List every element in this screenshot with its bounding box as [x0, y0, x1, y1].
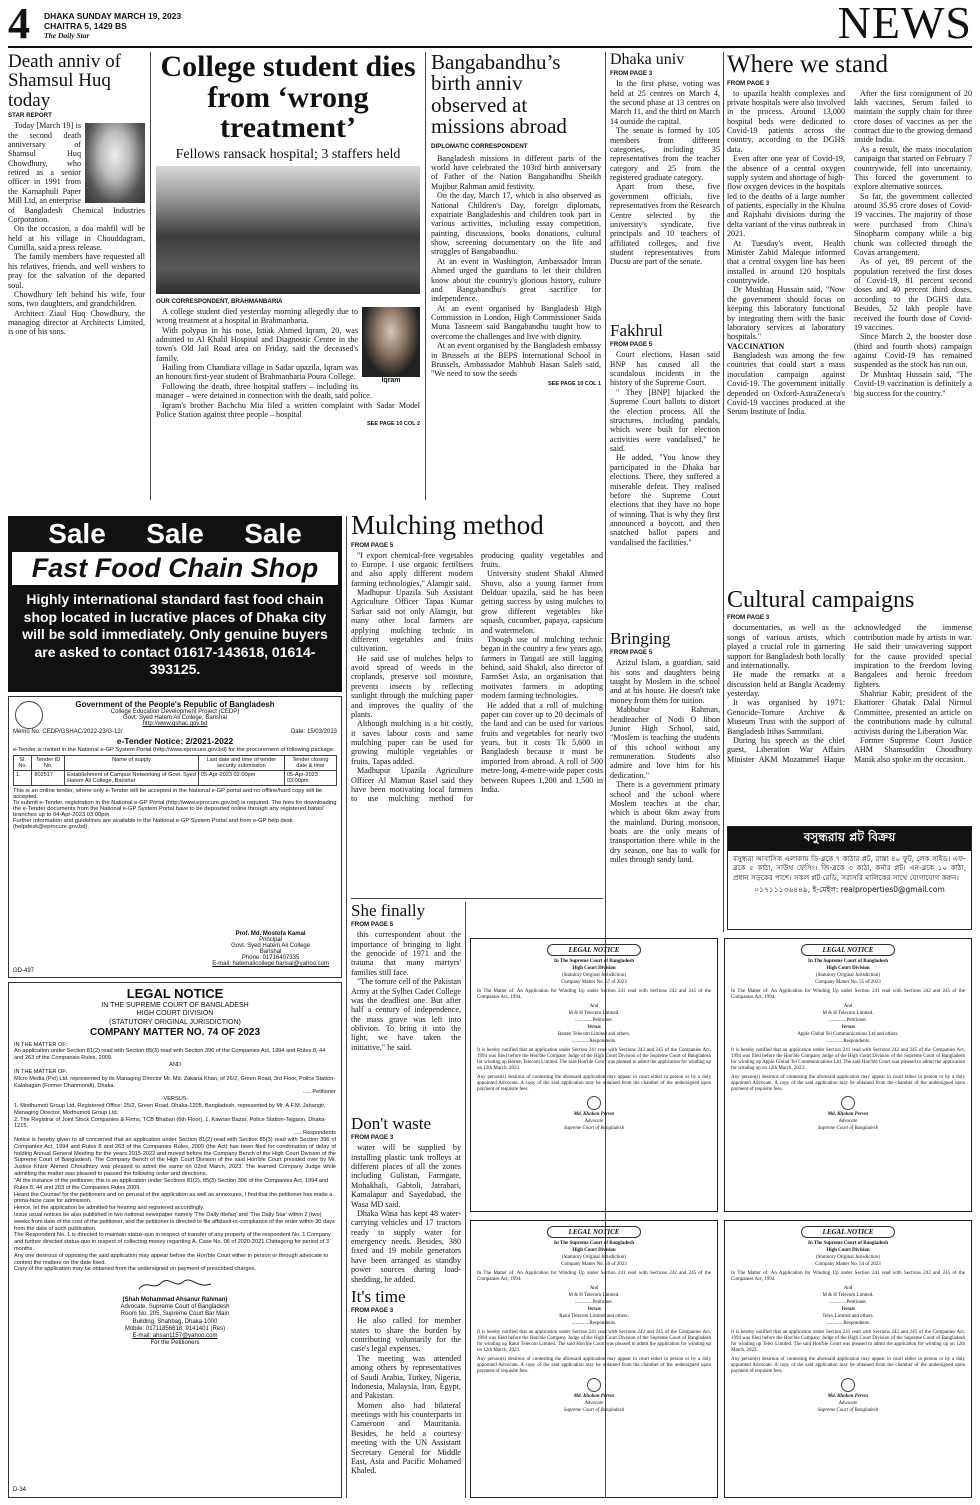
text: And — [843, 1004, 853, 1010]
cell: Establishment of Campus Networking of Govt. Syed Hatem Ali College, Barishal — [65, 771, 199, 786]
division: High Court Division — [572, 966, 616, 972]
notice-title: e-Tender Notice: 2/2021-2022 — [116, 736, 234, 746]
headline: Death anniv of Shamsul Huq today — [8, 52, 121, 111]
court: In The Supreme Court of Bangladesh — [808, 1241, 888, 1247]
article-where-we-stand — [727, 52, 972, 582]
ad-bangla-plot-sale — [727, 826, 972, 930]
from-page: FROM PAGE 5 — [610, 341, 653, 349]
sig-name: Md. Khokon Pervez — [573, 1112, 615, 1118]
from-page: FROM PAGE 3 — [727, 614, 770, 622]
column-rule — [425, 52, 426, 500]
masthead — [8, 6, 972, 46]
text: Telex Limited and others. — [822, 1314, 874, 1320]
article-dhaka-univ — [610, 52, 720, 320]
foot-1: This is an online tender, where only e-Tender will be accepted in the National e-GP portal and no offline/hard copy will be accepted. — [13, 788, 323, 800]
headline: She finally — [351, 902, 426, 920]
advocate-seal-icon — [841, 1096, 855, 1110]
text: It is hereby notified that an application under Section 241 read with Sections 242 and 245 of the Companies Act, 1994 was filed before the Hon'ble Company Judge of the High Court Division of the Supreme Court of Bangladesh for winding up Telex Limited. The said Hon'ble Court was pleased to admit the application for winding up on 12th March, 2023. — [731, 1330, 965, 1354]
text: In The Matter of: An Application for Winding Up under Section 241 read with Sections 242 and 245 of the Companies Act, 1994. — [477, 1271, 711, 1283]
court: In The Supreme Court of Bangladesh — [554, 1241, 634, 1247]
from-page: FROM PAGE 5 — [351, 541, 394, 549]
text: Versus — [587, 1307, 601, 1313]
bangla-date: CHAITRA 5, 1429 BS — [44, 21, 127, 31]
from-page: FROM PAGE 5 — [610, 649, 653, 657]
text: Apple Global Tel Communications Ltd and others. — [797, 1032, 899, 1038]
sig-line: Building, Shahbag, Dhaka-1000 — [132, 1318, 218, 1325]
article-body: Today [March 19] is the second death anniversary of Shamsul Huq Chowdhury, who retired as a senior officer in 1991 from the Karnaphuli Paper Mill Ltd, an enterprise of Bangladesh Chemical Industries Corporation. On the occasion, a doa mahfil will be held at his village in Chouddagram, Cumilla, said a press release. The family members have requested all his relatives, friends, and well wishers to pray for the salvation of the departed soul. Chowdhury left behind his wife, four sons, two daughters, and grandchildren. Architect Ziaul Huq Chowdhury, the managing director at Architects Limited, is one of his sons. — [8, 121, 145, 337]
memo-row — [13, 729, 337, 735]
cell: 05-Apr-2023 03:00pm — [284, 771, 336, 786]
from-page: FROM PAGE 3 — [351, 1134, 394, 1142]
headline: Don't waste — [351, 1115, 432, 1133]
ad-body: Highly international standard fast food chain shop located in lucrative places of Dhaka city will be sold immediately. Only genuine buyers are asked to contact 01617-143618, 01614-393125. — [22, 591, 328, 677]
website[interactable]: http://www.gshac.gov.bd — [142, 721, 208, 727]
sig-line: Advocate — [838, 1119, 858, 1125]
headline: Where we stand — [727, 52, 889, 78]
signature-scribble — [135, 1277, 215, 1293]
text: ..............Petitioner. — [575, 1018, 613, 1024]
text: The Respondent No. 1 is directed to maintain status-quo in respect of transfer of any property of the respondent No. 1 Company and further directed status-quo in respect of collecting money regarding A. Case No. 06 of 2020-2021 Chittagong for period of 3 months. — [14, 1232, 331, 1253]
section-rule — [351, 898, 603, 899]
headline: Bringing — [610, 630, 671, 648]
text: ..... Respondents — [293, 1130, 336, 1137]
legal-notice-57 — [470, 938, 718, 1212]
legal-notice-55 — [724, 938, 972, 1212]
continued-link[interactable]: SEE PAGE 10 COL 2 — [367, 421, 420, 428]
ad-title: Fast Food Chain Shop — [12, 552, 338, 585]
sig-line: For the Petitioners — [150, 1340, 200, 1347]
sig-line: Supreme Court of Bangladesh — [563, 1126, 625, 1132]
text: ..............Respondents. — [825, 1321, 871, 1327]
text: And — [589, 1004, 599, 1010]
col-header: Tender closing date & time — [284, 756, 336, 771]
article-fakhrul — [610, 322, 720, 630]
sig-title: Principal — [259, 937, 283, 943]
text: Heard the Counsel for the petitioners and on perusal of the application as well as annexures, I find that the petitioner has made a prima-facie case for admission. — [14, 1191, 333, 1205]
iqram-portrait — [362, 307, 420, 377]
sale-row — [8, 516, 342, 550]
article-body: Court elections, Hasan said BNP has caused all the scandalous incidents in the history of the Supreme Court. " They [BNP] hijacked the Supreme Court ballots to distort the election process. All the structures, including pandals, which were built for election activities were vandalised," he said. He added, "You know they participated in the Dhaka bar elections. There, they suffered a miserable defeat. They realised before the Supreme Court elections that they have no hope of winning. That is why they first announced a boycott, and then snatched ballot papers and vandalised the facilities." — [610, 350, 720, 547]
text: -VERSUS- — [161, 1096, 189, 1103]
text: Versus — [587, 1025, 601, 1031]
sig-line: Advocate, Supreme Court of Bangladesh — [120, 1303, 230, 1310]
ad-title: বসুন্ধরায় প্লট বিক্রয় — [728, 827, 971, 851]
text: ..............Petitioner. — [829, 1018, 867, 1024]
tender-table — [13, 755, 337, 786]
sig-line: Room No. 205, Supreme Court Bar Main — [120, 1311, 230, 1318]
sig-name: Md. Khokon Pervez — [573, 1394, 615, 1400]
court: In The Supreme Court of Bangladesh — [808, 959, 888, 965]
cell: 802517 — [32, 771, 65, 786]
from-page: FROM PAGE 5 — [351, 921, 394, 929]
foot-2: To submit e-Tender, registration in the National e-GP Portal (http://www.eprocure.gov.bd) is required. The fees for downloading the e-Tender documents from the National e-GP System Portal have to be deposited online through any registered banks' branches up to 04-Apr-2023 03:00pm. — [13, 800, 337, 818]
article-body: He also called for member states to share the burden by contributing voluntarily for the case's legal expenses. The meeting was attended among others by representatives of Saudi Arabia, Turkey, Nigeria, Indonesia, Malaysia, Iran, Egypt, and Pakistan. Momen also had bilateral meetings with his counterparts in Cameroon and Mauritania. Besides, he held a courtesy meeting with the UN Assistant Secretary General for Middle East, Asia and Pacific Mohamed Khaled. — [351, 1316, 461, 1476]
headline: It's time — [351, 1288, 406, 1306]
article-body: Bangladesh missions in different parts of the world have celebrated the 103rd birth anniversary of Father of the Nation Bangabandhu Sheikh Mujibur Rahman amid festivity. On the day, March 17, which is also observed as National Children's Day, foreign diplomats, expatriate Bangladeshis and children took part in various activities, including essay competition, painting, discussions, books donations, cultural show, screening documentary on the life and struggles of Bangabandhu. At an event in Washington, Ambassador Imran Ahmed urged the guardians to let their children know about the country's glorious history, culture and Bangabandhu's great sacrifice for independence. At an event organised by Bangladesh High Commission in London, High Commissioner Saida Muna Tasneem said Bangabandhu taught how to overcome the challenges and live with dignity. At an event organised by the Bangladesh embassy in Brussels at the BEPS International School in Brussels, Ambassador Mahbub Hasan Saleh said, "We need to sow the seeds — [431, 153, 601, 379]
memo-no: Memo No. CEDP/GSHAC/2022-23/G-12/ — [13, 729, 123, 735]
article-body: water will be supplied by installing plastic tank trolleys at different places of all the zones including Gulistan, Farmgate, Mohakhali, Gabtoli, Jatrabari, Kamalapur and Sayedabad, the Wasa MD said. Dhaka Wasa has kept 48 water-carrying vehicles and 17 tractors ready to supply water for emergency needs. Besides, 380 fixed and 19 mobile generators have been arranged as standby power sources during load-shedding, he added. — [351, 1143, 461, 1284]
invite-text: e-Tender is invited in the National e-GP System Portal (http://www.eprocure.gov.bd) for the procurement of following package: — [13, 747, 335, 753]
legal-notice-company-matter — [8, 982, 342, 1498]
table-row — [14, 771, 337, 786]
text: In The Matter of: An Application for Winding Up under Section 241 read with Sections 242 and 245 of the Companies Act, 1994. — [731, 989, 965, 1001]
masthead-rule — [8, 46, 972, 48]
sig-line: Advocate — [584, 1401, 604, 1407]
matter-no: Company Matter No. 54 of 2023 — [815, 1262, 881, 1268]
text: M & H Telecom Limited. — [568, 1293, 620, 1299]
sig-line: Advocate — [838, 1401, 858, 1407]
text: IN THE MATTER OF: — [14, 1068, 68, 1075]
text: M & H Telecom Limited. — [822, 1293, 874, 1299]
continued-link[interactable]: SEE PAGE 10 COL 1 — [548, 380, 601, 387]
from-page: FROM PAGE 3 — [727, 79, 770, 87]
legal-notice-56 — [470, 1220, 718, 1498]
advocate-seal-icon — [841, 1378, 855, 1392]
sig-line: Mobile: 01711856618, 9141401 (Res) — [124, 1325, 226, 1332]
ad-code: D-34 — [13, 1486, 27, 1493]
sig-email[interactable]: E-mail: hatemalicollege.barisal@yahoo.com — [212, 961, 329, 967]
column-rule — [723, 52, 724, 932]
text: In The Matter of: An Application for Winding Up under Section 241 read with Sections 242 and 245 of the Companies Act, 1994. — [477, 989, 711, 1001]
text: Ratul Telecom Limited and others. — [559, 1314, 629, 1320]
text: It is hereby notified that an application under Section 241 read with Sections 242 and 245 of the Companies Act, 1994 was filed before the Hon'ble Company Judge of the High Court Division of the Supreme Court of Bangladesh for winding up Apple Global Tel Communications Ltd. The said Hon'ble Court was pleased to admit the application for winding up on 12th March, 2023. — [731, 1048, 965, 1072]
legal-notice-54 — [724, 1220, 972, 1498]
byline: OUR CORRESPONDENT, BRAHMANBARIA — [156, 297, 283, 305]
article-mulching — [351, 512, 603, 897]
article-body: to upazila health complexes and private hospitals were also involved in the process. Around 13,000 hospital beds were dedicated to Covid-19 patients across the country, according to the DGHS data. Even after one year of Covid-19, the absence of a central oxygen supply system and shortage of high-flow oxygen devices in the hospitals led to the deaths of a large number of patients, especially in the Khulna and Rajshahi divisions during the delta variant of the virus outbreak in 2021. At Tuesday's event, Health Minister Zahid Maleque informed that a central oxygen line has been installed in around 120 hospitals countrywide. Dr Mushtaq Hussain said, "Now the government should focus on keeping this laboratory functional by integrating them with the basic laboratory services at laboratory hospitals." VACCINATION Bangladesh was among the few countries that could start a mass inoculation campaign against Covid-19. The government initially depended on Oxford-AstraZeneca's Covid-19 vaccines produced at the Serum Institute of India. After the first consignment of 20 lakh vaccines, Serum failed to maintain the supply chain for three crore doses of vaccines as per the contract due to the growing demand inside India. As a result, the mass inoculation campaign that started on February 7 countrywide, fell into uncertainty. This forced the government to explore alternative sources. So far, the government collected around 35.95 crore doses of Covid-19 vaccines. The majority of those were purchased from China's Sinopharm company while a big chunk was collected through the Covax arrangement. As of yet, 89 percent of the population received the first doses of Covid-19, 81 percent second doses and 40 percent third doses, according to the DGHS data. Besides, 52 lakh people have received the fourth dose of Covid-19 vaccines. Since March 2, the booster dose (third and fourth shots) campaign against Covid-19 has remained suspended as the stock has run out. Dr Mushtaq Hussain said, "The Covid-19 vaccination is definitely a big success for the country." — [727, 88, 972, 417]
text: ..... Petitioner — [303, 1089, 336, 1096]
project: College Education Development Project (CEDP) — [110, 709, 240, 715]
text: Notice is hereby given to all concerned that an application under Section 81(2) read with Section 85(3) read with Section 396 of Companies Act, 1994 and Rules 8 and 263 of the Companies Rules, 2009 (the Act) has been filed for condonation of delay of holding Annual General Meeting for the years 2015-2022 and moved before the Company Bench of the High Court Division of the Supreme Court of Bangladesh. The Company Bench of the High Court Division of the said Hon'ble Court presided over by Mr. Justice Khizir Ahmed Choudhury was pleased to admit the same on 02nd March, 2023. The learned Company Judge while admitting the matter was pleased to passed the following order and directions. — [14, 1137, 336, 1178]
text: Besten Telecom Limited and others. — [557, 1032, 631, 1038]
text: An application under Section 81(2) read with Section 85(3) read with Section 396 of the Companies Act, 1994 and Rules 8, 44 and 263 of the Companies Rules, 2009. — [14, 1048, 326, 1062]
hospital-crowd-photo — [156, 166, 420, 294]
matter-no: COMPANY MATTER NO. 74 OF 2023 — [89, 1027, 261, 1039]
article-college-student — [156, 52, 420, 500]
signature-block — [14, 1277, 336, 1348]
iqram-photo — [362, 307, 420, 384]
text: 2. The Registrar of Joint Stock Companies & Firms, TCB Bhaban (6th Floor), 1, Kawran Bazar, Police Station-Tejgaon, Dhaka-1215. — [14, 1116, 327, 1130]
sale-word: Sale — [244, 518, 302, 549]
text: And — [589, 1286, 599, 1292]
court: IN THE SUPREME COURT OF BANGLADESH — [101, 1001, 249, 1009]
headline: Mulching method — [351, 512, 544, 540]
text: It is hereby notified that an application under Section 241 read with Sections 242 and 245 of the Companies Act, 1994 was filed before the Hon'ble Company Judge of the High Court Division of the Supreme Court of Bangladesh for winding up Ratul Telecom Limited. The said Hon'ble Court was pleased to admit the application for winding up on 12th March, 2023. — [477, 1330, 711, 1354]
sig-email[interactable]: E-mail: ahsan1157@yahoo.com — [132, 1333, 218, 1340]
page-number: 4 — [8, 6, 30, 46]
jurisdiction: (Statutory Original Jurisdiction) — [561, 1255, 627, 1261]
article-body: A college student died yesterday morning allegedly due to wrong treatment at a hospital in Brahmanbaria. With polypus in his nose, Istiak Ahmed Iqram, 20, was admitted to Al Khalil Hospital and Diagnostic Centre in the town's Old Jail Road area on Friday, said the deceased's family. Hailing from Chandiara village in Sadar upazila, Iqram was an honours first-year student of Brahmanbaria Poura College. Following the death, three hospital staffers – including its manager – were detained in connection with the death, said police. Iqram's brother Bachchu Mia filed a written complaint with Sadar Model Police Station against three people – hospital — [156, 306, 420, 419]
ad-fast-food-shop — [8, 516, 342, 692]
ad-code: GD-497 — [13, 968, 35, 974]
sig-phone: Phone: 01716407335 — [241, 955, 300, 961]
text: Any one desirous of opposing the said application may appear before the Hon'ble Court either in person or through advocate to contest the matters on the date fixed. — [14, 1252, 329, 1266]
gov-emblem — [15, 701, 43, 729]
matter-no: Company Matter No. 55 of 2023 — [815, 980, 881, 986]
notice-title: LEGAL NOTICE — [801, 1226, 895, 1238]
notice-title: LEGAL NOTICE — [801, 944, 895, 956]
cell: 1. — [14, 771, 32, 786]
sig-name: Md. Khokon Pervez — [827, 1394, 869, 1400]
text: 1. Modhumoti Group Ltd, Registered Office: 25/2, Green Road, Dhaka-1205, Bangladesh, represented by Mr. A.F.M. Jahangir, Managing Director, Modhumoti Group Ltd. — [14, 1102, 326, 1116]
article-its-time — [351, 1288, 461, 1500]
foot-3: Further information and guidelines are available in the National e-GP System Portal and from e-GP help desk (helpdesk@eprocure.gov.bd). — [13, 818, 293, 830]
text: Any person(s) desirous of contesting the aforesaid application may appear in court either in person or by a duly appointed Advocate. A copy of the said application may be obtained from the chamber of the undersigned upon payment of requisite fees. — [731, 1357, 965, 1375]
text: Versus — [841, 1025, 855, 1031]
ad-body: বসুন্ধরা আবাসিক এলাকায় ডি-ব্লকে ৭ কাঠার প্লট, রাস্তা ৪০ ফুট, লেক সাইড। এফ-ব্লকে ৫ কাঠা, সাউথ ফেসিং। জি-ব্লকে ৩ কাঠা, কর্নার প্লট। এন-ব্লকে ১০ কাঠা, প্রধান সড়কের পাশে। সকল প্লট রেডি, সরাসরি মালিকের সাথে যোগাযোগ করুন। — [733, 854, 966, 882]
sig-name: Prof. Md. Mostofa Kamal — [235, 931, 306, 937]
date-line: DHAKA SUNDAY MARCH 19, 2023 — [44, 11, 182, 21]
text: IN THE MATTER OF: — [14, 1041, 68, 1048]
text: ..............Respondents. — [571, 1321, 617, 1327]
text: Issue usual notices be also published in two national newspaper namely 'The Daily Ittefaq' and 'The Daily Star' within 2 (two) weeks from date of the cost of the petitioner, and the petitioner is directed to file affidavit-in-compliance of the order within 30 days from the date of such publication. — [14, 1211, 335, 1232]
jurisdiction: (Statutory Original Jurisdiction) — [815, 973, 881, 979]
jurisdiction: (Statutory Original Jurisdiction) — [561, 973, 627, 979]
matter-no: Company Matter No. 57 of 2023 — [561, 980, 627, 986]
byline: STAR REPORT — [8, 112, 52, 120]
section-title: NEWS — [837, 6, 972, 46]
subhead-vaccination: VACCINATION — [727, 341, 785, 351]
division: High Court Division — [572, 1248, 616, 1254]
headline: Cultural campaigns — [727, 588, 915, 613]
column-rule — [346, 516, 347, 1498]
text: Micro Media (Pvt) Ltd. represented by its Managing Director Mr. Md. Zakaria Khan, of 26/2, Green Road, 3rd Floor, Police Station-Kalabagan (Former Dhanmondi), Dhaka. — [14, 1075, 336, 1089]
headline: Dhaka univ — [610, 52, 685, 68]
article-dont-waste — [351, 1115, 461, 1295]
text: In The Matter of: An Application for Winding Up under Section 241 read with Sections 242 and 245 of the Companies Act, 1994. — [731, 1271, 965, 1283]
column-rule — [465, 902, 466, 1498]
division: HIGH COURT DIVISION — [136, 1010, 214, 1018]
notice-title: LEGAL NOTICE — [126, 986, 224, 1001]
article-body: "I export chemical-free vegetables to Europe. I use organic fertilisers and also apply different modern farming technologies," Alamgir said. Madhupur Upazila Sub Assistant Agriculture Officer Tapas Kumar Sarkar said not only Alamgir, but many other local farmers are applying mulching technic in different vegetables and fruits cultivation. He said use of mulches helps to avoid spread of weeds in the croplands, preserve soil moisture, prevents insects by reflecting sunlight through the mulching paper and improves the quality of the plants. Although mulching is a bit costly, it saves labour costs and same mulching paper can be used for growing multiple vegetables or fruits, Tapas added. Madhupur Upazila Agriculture Officer Al Mamun Rasel said they have been motivating local farmers to use mulching method for producing quality vegetables and fruits. University student Shakil Ahmed Shuvo, also a young farmer from Delduar upazila, said he has been getting success by using mulches to grow different vegetables like squash, cucumber, papaya, capsicum and watermelon. Though use of mulching technic began in the country a few years ago, farmers in Tangail are still lagging behind, said Shakil, also director of FarmSet Asia, an organisation that motivates farmers in adopting modern farming technologies. He added that a roll of mulching paper can cover up to 20 decimals of the land and can be used for various fruits and vegetables for nearly two years, but it costs Tk 5,600 in Bangladesh because it must be imported from abroad. A roll of 500 metre-long, 4-metre-wide paper costs between Rupees 1,200 and 1,500 in India. — [351, 550, 603, 804]
from-page: FROM PAGE 3 — [351, 1307, 394, 1315]
text: "At the instance of the petitioner, this is an application under Sections 81(2), 85(3) Section 396 of the Companies Act, 1994 and Rules 8, 44 and 263 of the Companies Rules 2009. — [14, 1177, 329, 1191]
headline: Fakhrul — [610, 322, 663, 340]
text: Versus — [841, 1307, 855, 1313]
article-bringing — [610, 630, 720, 930]
article-body: this correspondent about the importance of bringing to light the genocide of 1971 and the trauma that many martyrs' families still face. "The torture cell of the Pakistan Army at the Sylhet Cadet College was the deadliest one. But after half a century of independence, the mass grave was left into oblivion. To bring it into the light, we have taken the initiative," he said. — [351, 930, 461, 1052]
court: In The Supreme Court of Bangladesh — [554, 959, 634, 965]
text: Hence, let the application be admitted for hearing and registered accordingly. — [14, 1205, 205, 1212]
text: ..............Petitioner. — [829, 1300, 867, 1306]
table-header — [14, 756, 337, 771]
article-body: documentaries, as well as the songs of various artists, which played a crucial role in garnering support for Bangladesh both locally and internationally. He made the remarks at a discussion held at Bangla Academy yesterday. It was organised by 1971: Genocide-Torture Archive & Museum Trust with the support of Bangladesh Itihas Sammilani. During his speech as the chief guest, Liberation War Affairs Minister AKM Mozammel Haque acknowledged the immense contribution made by artists in war. He said their unwavering support for the cause provided special inspiration to the freedom loving Bangalees and heroic freedom fighters. Shahriar Kabir, president of the Ekattorer Ghatak Dalal Nirmul Committee, presented an article on the contributions made by cultural activists during the Liberation War. Former Supreme Court Justice AHM Shamsuddin Choudhury Manik also spoke on the occasion. — [727, 623, 972, 764]
advocate-seal-icon — [587, 1378, 601, 1392]
from-page: FROM PAGE 3 — [610, 70, 653, 78]
text: ..............Respondents. — [825, 1039, 871, 1045]
sig-org: Govt. Syed Hatem Ali College — [231, 943, 311, 949]
division: High Court Division — [826, 1248, 870, 1254]
headline: College student dies from ‘wrong treatment’ — [160, 52, 416, 145]
college-name: Govt. Syed Hatem Ali College, Barishal — [122, 715, 228, 721]
memo-date: Date: 15/03/2023 — [290, 729, 337, 735]
text: M & H Telecom Limited. — [822, 1011, 874, 1017]
article-body: Azizul Islam, a guardian, said his sons and daughters being taught by Moslem in the school and at his house. He doesn't take money from them for tuition. Mabbubur Rahman, headteacher of Nodi O Jibon Junior High School, said, "Moslem is teaching the students of this school without any remuneration. Students also admire and love him for his dedication." There is a government primary school and the school where Moslem teaches at the char, which is about 6km away from the mainland. During monsoon, boats are the only means of transportation there while in the dry season, one has to walk for miles through sandy land. — [610, 658, 720, 865]
sig-line: Supreme Court of Bangladesh — [817, 1408, 879, 1414]
photo-caption: Iqram — [381, 376, 401, 384]
signature-block — [212, 931, 329, 967]
sig-place: Barishal — [259, 949, 282, 955]
sig-name: (Shah Mohammad Ahsanur Rahman) — [122, 1296, 228, 1303]
ad-contact: ০১৭১১১৩৬৪৪৯, ই-মেইল: realproperties0@gmail.com — [754, 885, 945, 895]
sig-name: Md. Khokon Pervez — [827, 1112, 869, 1118]
sig-line: Supreme Court of Bangladesh — [817, 1126, 879, 1132]
division: High Court Division — [826, 966, 870, 972]
text: Any person(s) desirous of contesting the aforesaid application may appear in court either in person or by a duly appointed Advocate. A copy of the said application may be obtained from the chamber of the undersigned upon payment of requisite fees. — [731, 1075, 965, 1093]
column-rule — [150, 52, 151, 500]
gov-title: Government of the People's Republic of Bangladesh — [75, 700, 275, 709]
col-header: Name of supply — [65, 756, 199, 771]
matter-no: Company Matter No. 56 of 2023 — [561, 1262, 627, 1268]
col-header: Tender ID No. — [32, 756, 65, 771]
cell: 05-Apr-2023 02:00pm — [198, 771, 284, 786]
article-death-anniv — [8, 52, 145, 500]
article-body: In the first phase, voting was held at 25 centres on March 4, the second phase at 13 centres on March 11, and the third on March 14 outside the capital. The senate is formed by 105 members from different categories, including 35 representatives from the teacher category and 25 from the registered graduate category. Apart from these, five government officials, five representatives from the Research Centre selected by the university's syndicate, five principals and 10 teachers of affiliated colleges, and five student representatives from Ducsu are part of the senate. — [610, 79, 720, 267]
sig-line: Supreme Court of Bangladesh — [563, 1408, 625, 1414]
headline: Bangabandhu’s birth anniv observed at missions abroad — [431, 52, 567, 139]
article-cultural-campaigns — [727, 588, 972, 820]
jurisdiction: (Statutory Original Jurisdiction) — [815, 1255, 881, 1261]
portrait-photo — [85, 123, 145, 203]
paper-logo: The Daily Star — [44, 31, 90, 40]
notice-title: LEGAL NOTICE — [547, 944, 641, 956]
text: It is hereby notified that an application under Section 241 read with Sections 242 and 245 of the Companies Act, 1994 was filed before the Hon'ble Company Judge of the High Court Division of the Supreme Court of Bangladesh for winding up Besten Telecom Limited. The said Hon'ble Court was pleased to admit the application for winding up on 12th March, 2023. — [477, 1048, 711, 1072]
text: ..............Petitioner. — [575, 1300, 613, 1306]
sale-word: Sale — [146, 518, 204, 549]
tender-notice — [8, 696, 342, 978]
subhead: Fellows ransack hospital; 3 staffers held — [175, 146, 401, 162]
text: And — [843, 1286, 853, 1292]
text: Any person(s) desirous of contesting the aforesaid application may appear in court either in person or by a duly appointed Advocate. A copy of the said application may be obtained from the chamber of the undersigned upon payment of requisite fees. — [477, 1357, 711, 1375]
text: AND — [169, 1062, 181, 1069]
text: Copy of the application may be obtained from the undersigned on payment of prescribed charges. — [14, 1266, 256, 1273]
byline: DIPLOMATIC CORRESPONDENT — [431, 142, 528, 150]
advocate-seal-icon — [587, 1096, 601, 1110]
col-header: Sl. No. — [14, 756, 32, 771]
text: ..............Respondents. — [571, 1039, 617, 1045]
jurisdiction: (STATUTORY ORIGINAL JURISDICTION) — [109, 1018, 241, 1026]
col-header: Last date and time of tender security submission — [198, 756, 284, 771]
article-she-finally — [351, 902, 461, 1114]
notice-title: LEGAL NOTICE — [547, 1226, 641, 1238]
sale-word: Sale — [48, 518, 106, 549]
article-bangabandhu — [431, 52, 601, 500]
sig-line: Advocate — [584, 1119, 604, 1125]
text: M & H Telecom Limited. — [568, 1011, 620, 1017]
text: Any person(s) desirous of contesting the aforesaid application may appear in court either in person or by a duly appointed Advocate. A copy of the said application may be obtained from the chamber of the undersigned upon payment of requisite fees. — [477, 1075, 711, 1093]
